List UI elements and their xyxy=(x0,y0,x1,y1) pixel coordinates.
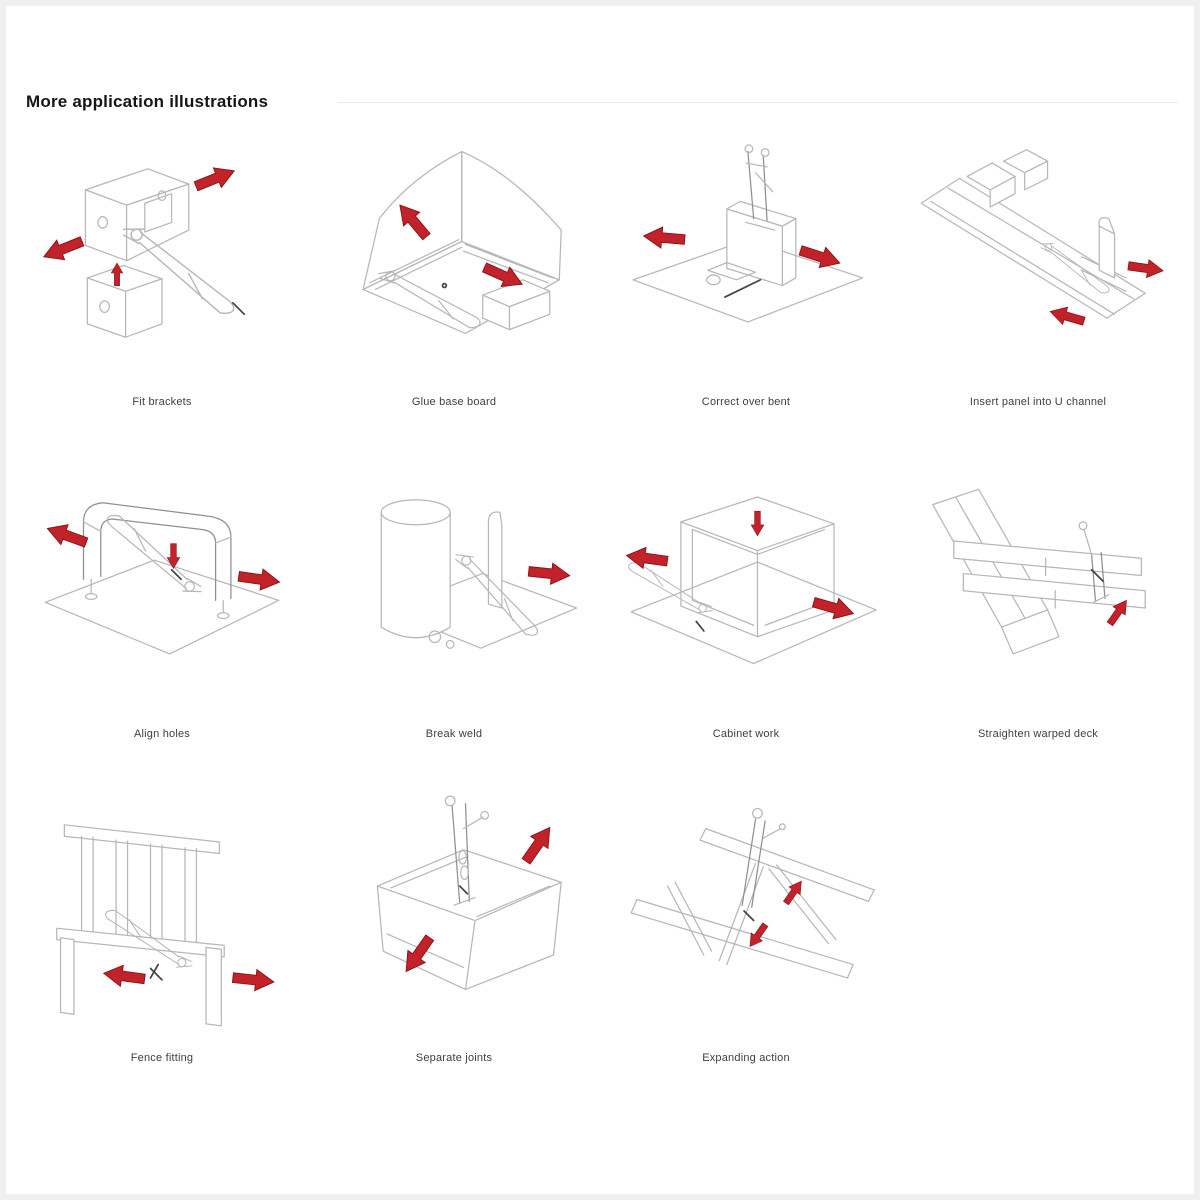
separate-joints-illustration xyxy=(320,784,588,1036)
insert-panel-into-u-channel-illustration xyxy=(904,128,1172,380)
application-cell-correct-over-bent xyxy=(600,128,892,408)
force-arrow xyxy=(102,963,275,993)
application-cell-expanding-action xyxy=(600,784,892,1064)
application-cell-cabinet-work xyxy=(600,460,892,740)
glue-base-board-illustration xyxy=(320,128,588,380)
illustration-row-2 xyxy=(6,460,1194,740)
illustration-caption: Insert panel into U channel xyxy=(969,396,1107,408)
page-title: More application illustrations xyxy=(26,92,269,111)
application-cell-fit-brackets xyxy=(16,128,308,408)
title-divider xyxy=(338,102,1178,103)
illustration-caption: Separate joints xyxy=(415,1052,493,1064)
illustration-caption: Align holes xyxy=(133,728,190,740)
application-cell-insert-panel xyxy=(892,128,1184,408)
illustration-row-3 xyxy=(6,784,1194,1064)
align-holes-illustration xyxy=(28,460,296,712)
application-cell-straighten-deck xyxy=(892,460,1184,740)
fit-brackets-illustration xyxy=(28,128,296,380)
illustration-row-1 xyxy=(6,128,1194,408)
force-arrow xyxy=(397,821,558,977)
empty-cell xyxy=(892,784,1184,1064)
fence-fitting-illustration xyxy=(28,784,296,1036)
straighten-warped-deck-illustration xyxy=(904,460,1172,712)
illustration-caption: Correct over bent xyxy=(701,396,791,408)
application-cell-break-weld xyxy=(308,460,600,740)
illustration-caption: Cabinet work xyxy=(712,728,780,740)
illustration-caption: Straighten warped deck xyxy=(978,728,1098,740)
application-cell-separate-joints xyxy=(308,784,600,1064)
illustration-caption: Fit brackets xyxy=(132,396,192,408)
application-cell-glue-base-board xyxy=(308,128,600,408)
application-cell-fence-fitting xyxy=(16,784,308,1064)
header xyxy=(26,92,1178,112)
illustration-caption: Break weld xyxy=(425,728,483,740)
illustration-caption: Expanding action xyxy=(702,1052,790,1064)
expanding-action-illustration xyxy=(612,784,880,1036)
illustration-caption: Fence fitting xyxy=(130,1052,194,1064)
illustration-caption: Glue base board xyxy=(411,396,497,408)
correct-over-bent-illustration xyxy=(612,128,880,380)
force-arrow xyxy=(744,877,807,950)
cabinet-work-illustration xyxy=(612,460,880,712)
force-arrow xyxy=(392,198,527,293)
break-weld-illustration xyxy=(320,460,588,712)
force-arrow xyxy=(528,561,571,586)
application-cell-align-holes xyxy=(16,460,308,740)
